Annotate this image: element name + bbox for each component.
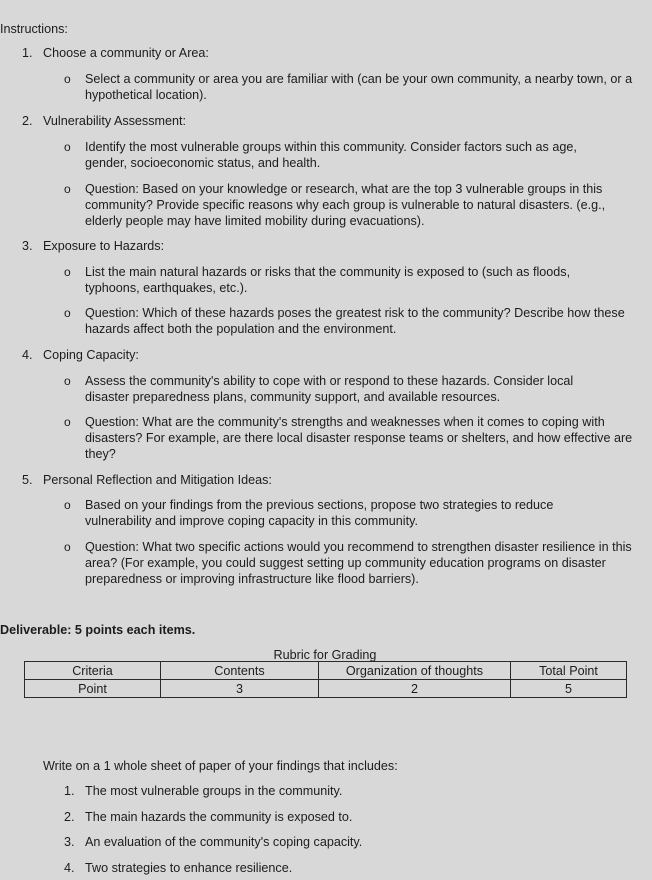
write-item-text: An evaluation of the community's coping capacity. bbox=[85, 835, 363, 849]
bullet-icon: o bbox=[64, 415, 71, 429]
write-item-number: 1. bbox=[64, 784, 75, 798]
rubric-cell: Point bbox=[25, 680, 161, 698]
rubric-header-cell: Total Point bbox=[511, 662, 627, 680]
section-title: Vulnerability Assessment: bbox=[43, 114, 187, 128]
section-title: Choose a community or Area: bbox=[43, 46, 209, 60]
section-title: Exposure to Hazards: bbox=[43, 239, 165, 253]
rubric-table bbox=[24, 661, 627, 698]
rubric-header-cell: Criteria bbox=[25, 662, 161, 680]
bullet-icon: o bbox=[64, 72, 71, 86]
section-title: Coping Capacity: bbox=[43, 348, 139, 362]
deliverable-text: Deliverable: 5 points each items. bbox=[0, 623, 196, 637]
write-item-number: 3. bbox=[64, 835, 75, 849]
rubric-cell: 3 bbox=[161, 680, 319, 698]
bullet-text: Identify the most vulnerable groups within this community. Consider factors such as age, gender, socioeconomic status, and health. bbox=[85, 140, 577, 170]
write-item-text: The most vulnerable groups in the community. bbox=[85, 784, 343, 798]
bullet-text: Question: What are the community's strengths and weaknesses when it comes to coping with disasters? For example, are there local disaster response teams or shelters, and how effective are they? bbox=[85, 415, 633, 461]
section-title: Personal Reflection and Mitigation Ideas: bbox=[43, 473, 272, 487]
bullet-icon: o bbox=[64, 540, 71, 554]
rubric-cell: 2 bbox=[319, 680, 511, 698]
bullet-text: Assess the community's ability to cope with or respond to these hazards. Consider local disaster preparedness plans, community support, and available resources. bbox=[85, 374, 574, 404]
rubric-caption: Rubric for Grading bbox=[273, 648, 377, 662]
write-item-number: 2. bbox=[64, 810, 75, 824]
bullet-icon: o bbox=[64, 265, 71, 279]
section-number: 4. bbox=[22, 348, 33, 362]
section-number: 2. bbox=[22, 114, 33, 128]
bullet-text: Question: Which of these hazards poses the greatest risk to the community? Describe how these hazards affect both the population and the environment. bbox=[85, 306, 625, 336]
bullet-icon: o bbox=[64, 140, 71, 154]
bullet-icon: o bbox=[64, 182, 71, 196]
rubric-header-cell: Contents bbox=[161, 662, 319, 680]
write-item-text: The main hazards the community is exposed to. bbox=[85, 810, 353, 824]
section-number: 3. bbox=[22, 239, 33, 253]
write-intro: Write on a 1 whole sheet of paper of your findings that includes: bbox=[43, 759, 398, 773]
write-item-number: 4. bbox=[64, 861, 75, 875]
rubric-header-row bbox=[25, 662, 627, 680]
rubric-header-cell: Organization of thoughts bbox=[319, 662, 511, 680]
bullet-icon: o bbox=[64, 306, 71, 320]
bullet-text: Based on your findings from the previous sections, propose two strategies to reduce vulnerability and improve coping capacity in this community. bbox=[85, 498, 554, 528]
section-number: 1. bbox=[22, 46, 33, 60]
rubric-cell: 5 bbox=[511, 680, 627, 698]
bullet-text: Select a community or area you are familiar with (can be your own community, a nearby town, or a hypothetical location). bbox=[85, 72, 633, 102]
write-item-text: Two strategies to enhance resilience. bbox=[85, 861, 293, 875]
bullet-icon: o bbox=[64, 374, 71, 388]
section-number: 5. bbox=[22, 473, 33, 487]
bullet-text: List the main natural hazards or risks that the community is exposed to (such as floods, typhoons, earthquakes, etc.). bbox=[85, 265, 571, 295]
bullet-text: Question: What two specific actions would you recommend to strengthen disaster resilience in this area? (For example, you could suggest setting up community education programs on disaster preparedness or improving infrastructure like flood barriers). bbox=[85, 540, 632, 586]
bullet-text: Question: Based on your knowledge or research, what are the top 3 vulnerable groups in this community? Provide specific reasons why each group is vulnerable to natural disasters. (e.g., elderly people may have limited mobility during evacuations). bbox=[85, 182, 606, 228]
rubric-points-row bbox=[25, 680, 627, 698]
instructions-heading: Instructions: bbox=[0, 22, 68, 36]
bullet-icon: o bbox=[64, 498, 71, 512]
